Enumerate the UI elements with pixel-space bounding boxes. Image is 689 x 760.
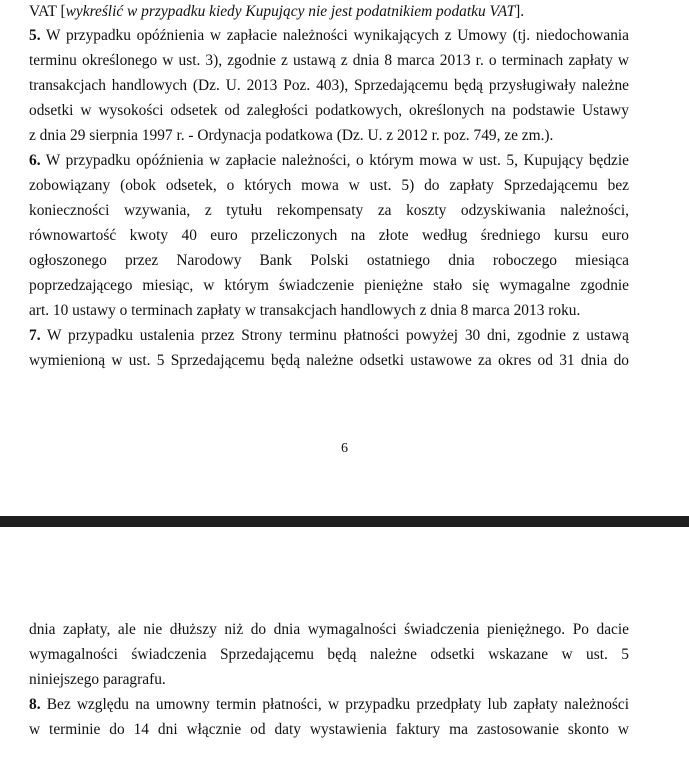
paragraph-7-text: W przypadku ustalenia przez Strony terminu płatności powyżej 30 dni, zgodnie z ustawą [40, 327, 629, 344]
text-line: zobowiązany (obok odsetek, o których mowa w ust. 5) do zapłaty Sprzedającemu bez [29, 177, 629, 194]
text-line: ogłoszonego przez Narodowy Bank Polski ostatniego dnia roboczego miesiąca [29, 252, 629, 269]
text-line: odsetki w wysokości odsetek od zaległości podatkowych, określonych na podstawie Ustawy [29, 102, 629, 119]
text-line: równowartość kwoty 40 euro przeliczonych na złote według średniego kursu euro [29, 227, 629, 244]
paragraph-5-line [29, 26, 629, 46]
text-line: transakcjach handlowych (Dz. U. 2013 Poz. 403), Sprzedającemu będą przysługiwały należne [29, 77, 629, 94]
vat-note-italic: wykreślić w przypadku kiedy Kupujący nie jest podatnikiem podatku VAT [65, 3, 516, 20]
paragraph-8-text: Bez względu na umowny termin płatności, w przypadku przedpłaty lub zapłaty należności [40, 696, 629, 713]
text-line: w terminie do 14 dni włącznie od daty wystawienia faktury ma zastosowanie skonto w [29, 721, 629, 738]
paragraph-5-number: 5. [29, 27, 41, 44]
text-line: niniejszego paragrafu. [29, 671, 166, 688]
page-separator [0, 516, 689, 527]
document-page-7 [0, 527, 689, 760]
text-line: wymagalności świadczenia Sprzedającemu będą należne odsetki wskazane w ust. 5 [29, 646, 629, 663]
vat-note-line [29, 2, 629, 22]
text-line: terminu określonego w ust. 3), zgodnie z ustawą z dnia 8 marca 2013 r. o terminach zapłaty w [29, 52, 629, 69]
text-line: dnia zapłaty, ale nie dłuższy niż do dnia wymagalności świadczenia pieniężnego. Po dacie [29, 621, 629, 638]
text-line: z dnia 29 sierpnia 1997 r. - Ordynacja podatkowa (Dz. U. z 2012 r. poz. 749, ze zm.). [29, 127, 554, 144]
page-number: 6 [341, 441, 348, 456]
paragraph-8-line [29, 695, 629, 715]
text-line: wymienioną w ust. 5 Sprzedającemu będą należne odsetki ustawowe za okres od 31 dnia do [29, 352, 629, 369]
text-line: konieczności wzywania, z tytułu rekompensaty za koszty odzyskiwania należności, [29, 202, 629, 219]
paragraph-6-line [29, 151, 629, 171]
paragraph-7-number: 7. [29, 327, 41, 344]
paragraph-5-text: W przypadku opóźnienia w zapłacie należności wynikających z Umowy (tj. niedochowania [40, 27, 629, 44]
paragraph-7-line [29, 326, 629, 346]
text-line: art. 10 ustawy o terminach zapłaty w transakcjach handlowych z dnia 8 marca 2013 roku. [29, 302, 581, 319]
text-line: poprzedzającego miesiąc, w którym świadczenie pieniężne stało się wymagalne zgodnie [29, 277, 629, 294]
vat-note-prefix: VAT [ [29, 3, 66, 20]
paragraph-6-number: 6. [29, 152, 41, 169]
paragraph-8-number: 8. [29, 696, 41, 713]
paragraph-6-text: W przypadku opóźnienia w zapłacie należności, o którym mowa w ust. 5, Kupujący będzie [40, 152, 629, 169]
vat-note-suffix: ]. [515, 3, 525, 20]
